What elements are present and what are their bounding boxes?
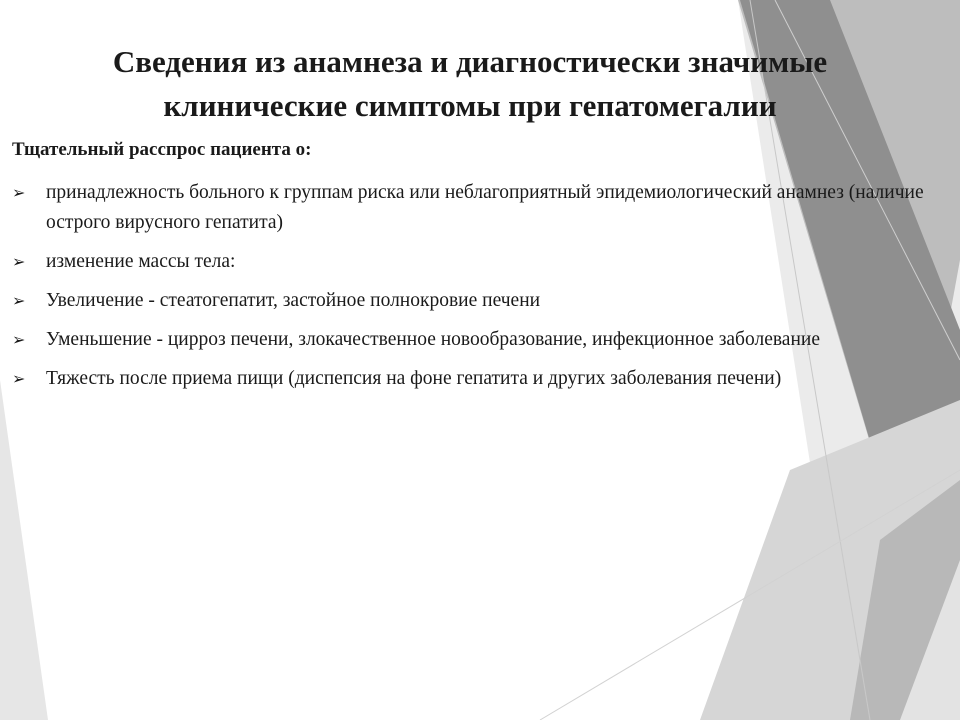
- bullet-item: [12, 364, 947, 394]
- bullet-item: [12, 325, 947, 355]
- bullet-text: Тяжесть после приема пищи (диспепсия на фоне гепатита и других заболевания печени): [46, 368, 782, 389]
- slide-title: [20, 40, 920, 128]
- bullet-item: [12, 247, 947, 277]
- slide-title-line-2: клинические симптомы при гепатомегалии: [163, 88, 777, 123]
- bullet-list: [12, 178, 947, 403]
- intro-text: Тщательный расспрос пациента о:: [12, 139, 312, 160]
- bullet-text: Уменьшение - цирроз печени, злокачественное новообразование, инфекционное заболевание: [46, 329, 820, 350]
- arrowhead-bullet-icon: ➢: [12, 330, 26, 349]
- bullet-text: принадлежность больного к группам риска или неблагоприятный эпидемиологический анамнез (наличие острого вирусного гепатита): [46, 182, 924, 233]
- arrowhead-bullet-icon: ➢: [12, 291, 26, 310]
- bullet-item: [12, 178, 947, 238]
- bullet-item: [12, 286, 947, 316]
- slide-title-line-1: Сведения из анамнеза и диагностически значимые: [112, 44, 828, 79]
- arrowhead-bullet-icon: ➢: [12, 369, 26, 388]
- arrowhead-bullet-icon: ➢: [12, 252, 26, 271]
- bullet-text: Увеличение - стеатогепатит, застойное полнокровие печени: [46, 290, 541, 311]
- bullet-text: изменение массы тела:: [46, 251, 236, 272]
- arrowhead-bullet-icon: ➢: [12, 183, 26, 202]
